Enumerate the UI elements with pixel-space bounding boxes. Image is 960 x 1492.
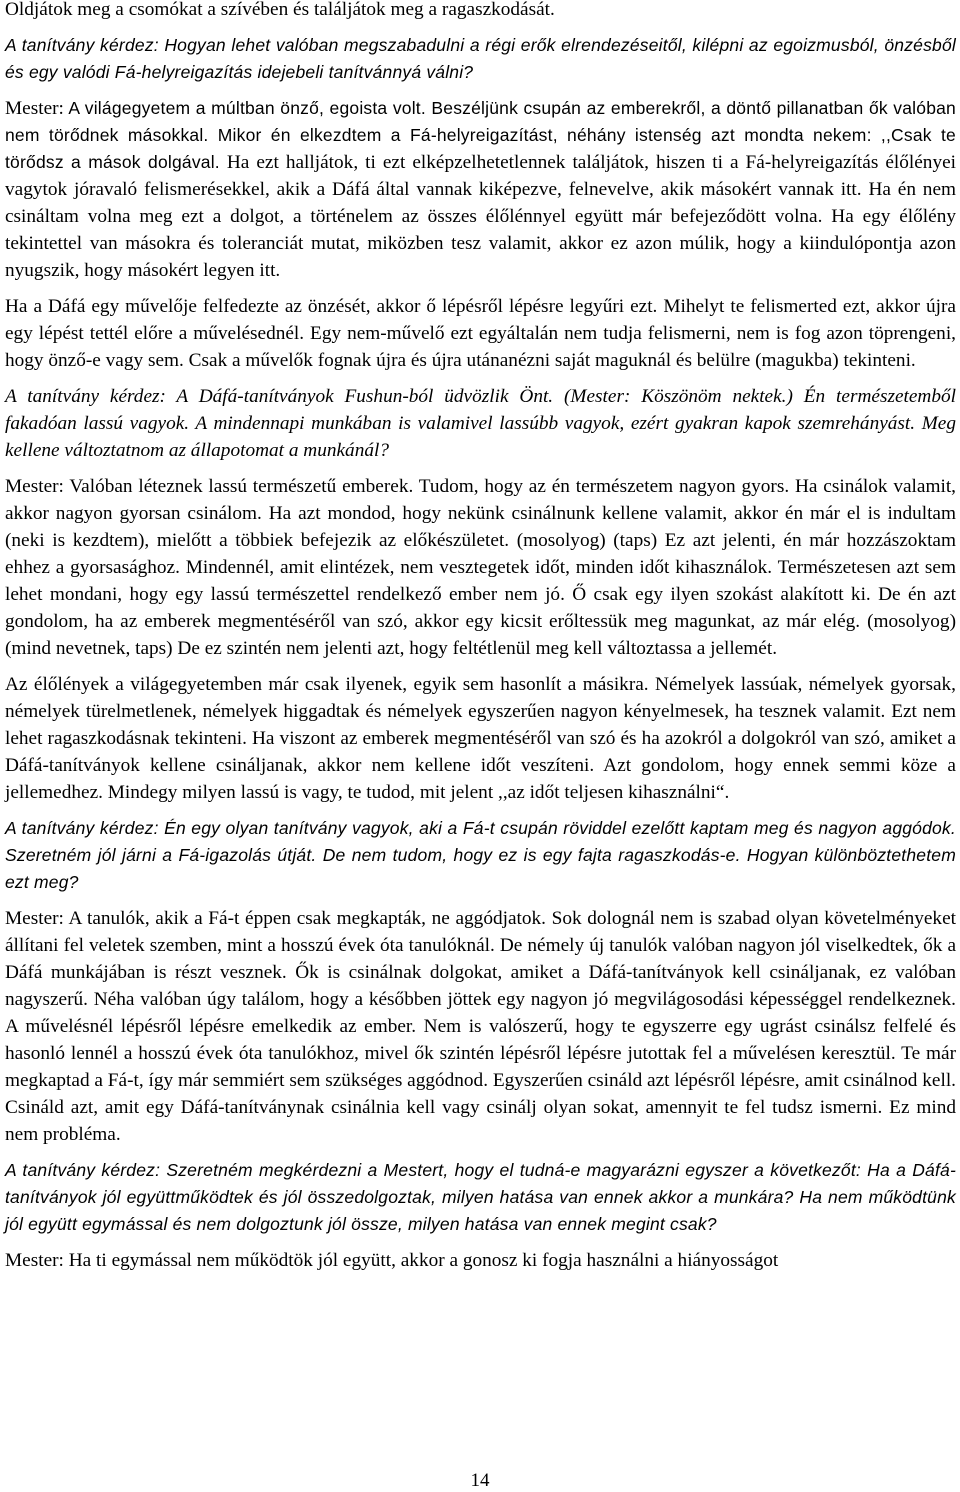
question-2 (5, 383, 956, 464)
answer-1-text: Ha ezt halljátok, ti ezt elképzelhetetlennek találjátok, hiszen ti a Fá-helyreigazítás élőlényei vagytok jóravaló felismerésekkel, akik a Dáfá által vannak kiképezve, felnevelve, akik másokért vannak itt. Ha én nem csináltam volna meg ezt a dolgot, a történelem az összes élőlénnyel együtt már befejeződött volna. Ha egy élőlény tekintettel van másokra és toleranciát mutat, miközben tesz valamit, akkor ez azon múlik, hogy a kiindulópontja azon nyugszik, hogy másokért legyen itt. (5, 152, 956, 281)
answer-3 (5, 905, 956, 1148)
paragraph-3 (5, 671, 956, 806)
question-1 (5, 32, 956, 86)
answer-2-text: Valóban léteznek lassú természetű emberek. Tudom, hogy az én természetem nagyon gyors. Ha csinálok valamit, akkor nagyon gyorsan csinálom. Ha azt mondod, hogy nekünk csinálnunk kellene valamit, akkor én már el is indultam (neki is kezdtem), mielőtt a többiek befejezik az előkészületet. (mosolyog) (taps) Ez azt jelenti, én már hozzászoktam ehhez a gyorsasághoz. Mindennél, amit elintézek, nem vesztegetek időt, minden időt kihasználok. Természetesen azt sem lehet mondani, hogy egy lassú természettel rendelkező ember nem jó. Ő csak egy ilyen szokást alakított ki. De én azt gondolom, ha az emberek megmentéséről van szó, akkor egy kicsit erőltessük meg magunkat, az már elég. (mosolyog) (mind nevetnek, taps) De ez szintén nem jelenti azt, hogy feltétlenül meg kell változtassa a jellemét. (5, 476, 956, 659)
page-number: 14 (470, 1470, 490, 1491)
answer-3-speaker: Mester: (5, 908, 64, 929)
answer-1 (5, 95, 956, 284)
answer-2 (5, 473, 956, 662)
paragraph-1 (5, 0, 956, 23)
paragraph-3-text: Az élőlények a világegyetemben már csak ilyenek, egyik sem hasonlít a másikra. Némelyek lassúak, némelyek gyorsak, némelyek türelmetlenek, némelyek higgadtak és némelyek egyszerűen nagyon kényelmesek, ha tesznek valamit. Ezt nem lehet ragaszkodásnak tekinteni. Ha viszont az emberek megmentéséről van szó és ha azokról a dolgokról van szó, amiket a Dáfá-tanítványok kellene csináljanak, akkor nem kellene időt veszíteni. Azt gondolom, hogy ennek semmi köze a jellemedhez. Mindegy milyen lassú is vagy, te tudod, mit jelent ,,az időt teljesen kihasználni“. (5, 674, 956, 803)
document-page (5, 0, 956, 1283)
answer-4 (5, 1247, 956, 1274)
question-2-text: A tanítvány kérdez: A Dáfá-tanítványok Fushun-ból üdvözlik Önt. (Mester: Köszönöm nektek.) Én természetemből fakadóan lassú vagyok. A mindennapi munkában is valamivel lassúbb vagyok, ezért gyakran kapok szemrehányást. Meg kellene változtatnom az állapotomat a munkánál? (5, 386, 956, 461)
answer-1-lead: A világegyetem a múltban önző, egoista volt. Beszéljünk csupán az emberekről, a döntő pillanatban ők valóban nem törődnek másokkal. Mikor én elkezdtem a Fá-helyreigazítást, néhány istenség azt mondta nekem: ,,Csak te törődsz a mások dolgával. (5, 98, 956, 172)
question-3 (5, 815, 956, 896)
paragraph-1-text: Oldjátok meg a csomókat a szívében és találjátok meg a ragaszkodását. (5, 0, 555, 20)
question-4-text: A tanítvány kérdez: Szeretném megkérdezni a Mestert, hogy el tudná-e magyarázni egyszer a következőt: Ha a Dáfá-tanítványok jól együttműködtek és jól összedolgoztak, milyen hatása van ennek akkor a munkára? Ha nem működtünk jól együtt egymással és nem dolgoztunk jól össze, milyen hatása van ennek megint csak? (5, 1160, 956, 1234)
question-3-text: A tanítvány kérdez: Én egy olyan tanítvány vagyok, aki a Fá-t csupán röviddel ezelőtt kaptam meg és nagyon aggódok. Szeretném jól járni a Fá-igazolás útját. De nem tudom, hogy ez is egy fajta ragaszkodás-e. Hogyan különböztethetem ezt meg? (5, 818, 956, 892)
question-4 (5, 1157, 956, 1238)
answer-4-speaker: Mester: (5, 1250, 64, 1271)
paragraph-2-text: Ha a Dáfá egy művelője felfedezte az önzését, akkor ő lépésről lépésre legyűri ezt. Mihelyt te felismerted ezt, akkor újra egy lépést tettél előre a művelésednél. Egy nem-művelő ezt egyáltalán nem tudja felismerni, nem is fog azon töprengeni, hogy önző-e vagy sem. Csak a művelők fognak újra és újra utánanézni saját maguknál és belülre (magukba) tekinteni. (5, 296, 956, 371)
answer-4-text: Ha ti egymással nem működtök jól együtt, akkor a gonosz ki fogja használni a hiányosságot (63, 1250, 779, 1271)
paragraph-2 (5, 293, 956, 374)
question-1-text: A tanítvány kérdez: Hogyan lehet valóban megszabadulni a régi erők elrendezéseitől, kilépni az egoizmusból, önzésből és egy valódi Fá-helyreigazítás idejebeli tanítvánnyá válni? (5, 35, 956, 82)
answer-2-speaker: Mester: (5, 476, 64, 497)
answer-3-text: A tanulók, akik a Fá-t éppen csak megkapták, ne aggódjatok. Sok dolognál nem is szabad olyan követelményeket állítani fel veletek szemben, mint a hosszú évek óta tanulóknál. De némely új tanulók valóban nagyon jól viselkedtek, ők a Dáfá munkájában is részt vesznek. Ők is csinálnak dolgokat, amiket a Dáfá-tanítványok kell csináljanak, ez valóban nagyszerű. Néha valóban úgy találom, hogy a későbben jöttek egy nagyon jó megvilágosodási képességgel rendelkeznek. A művelésnél lépésről lépésre emelkedik az ember. Nem is valószerű, hogy te egyszerre egy ugrást csinálsz felfelé és hasonló lennél a hosszú évek óta tanulókhoz, mivel ők szintén lépésről lépésre jutottak fel a művelésen keresztül. Te már megkaptad a Fá-t, így már semmiért sem szükséges aggódnod. Egyszerűen csináld azt lépésről lépésre, amit csinálnod kell. Csináld azt, amit egy Dáfá-tanítványnak csinálnia kell vagy csinálj olyan sokat, amennyit te fel tudsz ismerni. Ez mind nem probléma. (5, 908, 956, 1145)
answer-1-speaker: Mester: (5, 98, 64, 119)
